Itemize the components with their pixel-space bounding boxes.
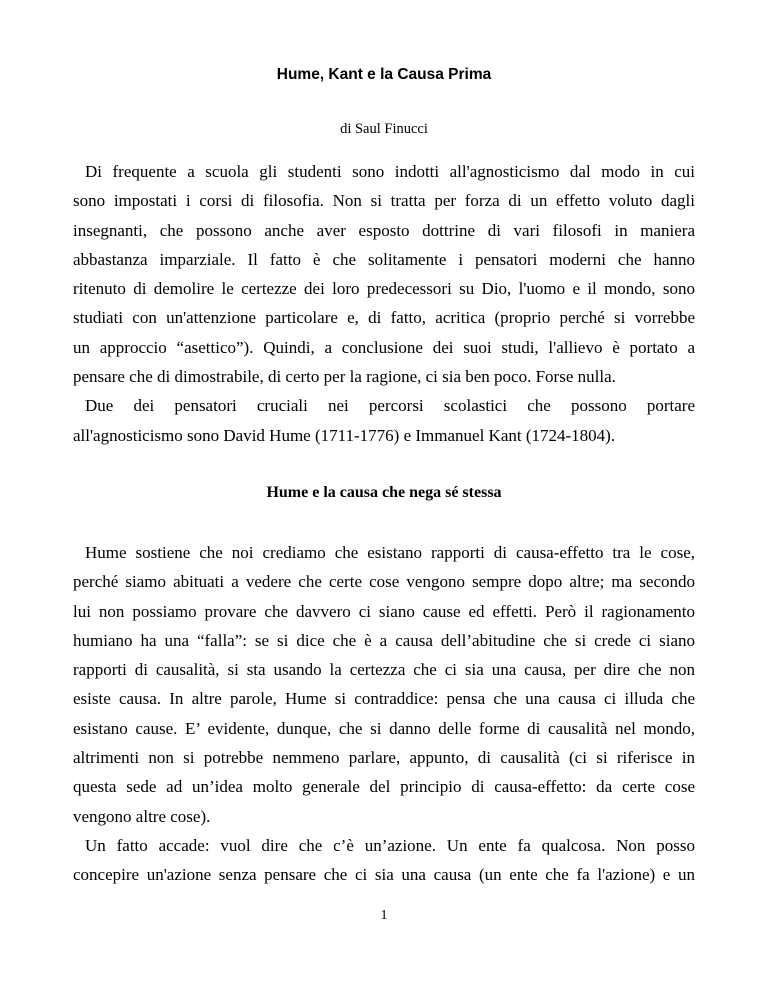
paragraph-line: sono impostati i corsi di filosofia. Non si tratta per forza di un effetto voluto dagli <box>73 191 695 211</box>
paragraph-line: all'agnosticismo sono David Hume (1711-1776) e Immanuel Kant (1724-1804). <box>73 425 616 445</box>
section-heading: Hume e la causa che nega sé stessa <box>266 484 502 501</box>
document-title: Hume, Kant e la Causa Prima <box>276 66 492 83</box>
paragraph-line: vengono altre cose). <box>73 806 211 826</box>
paragraph-line: perché siamo abituati a vedere che certe cose vengono sempre dopo altre; ma secondo <box>73 572 695 592</box>
paragraph-line: questa sede ad un’idea molto generale del principio di causa-effetto: da certe cose <box>73 777 695 797</box>
paragraph-line: concepire un'azione senza pensare che ci sia una causa (un ente che fa l'azione) e un <box>73 865 695 885</box>
paragraph-line: Due dei pensatori cruciali nei percorsi scolastici che possono portare <box>85 396 695 416</box>
paragraph-line: altrimenti non si potrebbe nemmeno parlare, appunto, di causalità (ci si riferisce in <box>73 748 695 768</box>
paragraph-line: Hume sostiene che noi crediamo che esistano rapporti di causa-effetto tra le cose, <box>85 543 695 562</box>
paragraph-line: rapporti di causalità, si sta usando la certezza che ci sia una causa, per dire che non <box>73 660 695 680</box>
paragraph <box>73 157 695 391</box>
paragraph-line: Un fatto accade: vuol dire che c’è un’azione. Un ente fa qualcosa. Non posso <box>85 835 695 855</box>
paragraph-line: un approccio “asettico”). Quindi, a conclusione dei suoi studi, l'allievo è portato a <box>73 337 695 357</box>
document-author: di Saul Finucci <box>340 121 428 137</box>
page-number: 1 <box>380 908 388 923</box>
intro-text <box>73 157 695 450</box>
paragraph <box>73 831 695 890</box>
paragraph-line: insegnanti, che possono anche aver esposto dottrine di vari filosofi in maniera <box>73 220 695 240</box>
paragraph-line: humiano ha una “falla”: se si dice che è a causa dell’abitudine che si crede ci siano <box>73 630 695 650</box>
paragraph-line: studiati con un'attenzione particolare e, di fatto, acritica (proprio perché si vorrebbe <box>73 308 695 328</box>
paragraph-line: abbastanza imparziale. Il fatto è che solitamente i pensatori moderni che hanno <box>73 249 695 269</box>
paragraph-line: esistano cause. E’ evidente, dunque, che si danno delle forme di causalità nel mondo, <box>73 718 695 738</box>
paragraph <box>73 391 695 450</box>
paragraph-line: Di frequente a scuola gli studenti sono indotti all'agnosticismo dal modo in cui <box>85 162 695 181</box>
paragraph-line: lui non possiamo provare che davvero ci siano cause ed effetti. Però il ragionamento <box>73 601 695 621</box>
paragraph-line: ritenuto di demolire le certezze dei loro predecessori su Dio, l'uomo e il mondo, sono <box>73 279 695 299</box>
paragraph-line: pensare che di dimostrabile, di certo per la ragione, ci sia ben poco. Forse nulla. <box>73 367 616 387</box>
paragraph-line: esiste causa. In altre parole, Hume si contraddice: pensa che una causa ci illuda che <box>73 689 695 709</box>
section-text <box>73 538 695 890</box>
paragraph <box>73 538 695 831</box>
